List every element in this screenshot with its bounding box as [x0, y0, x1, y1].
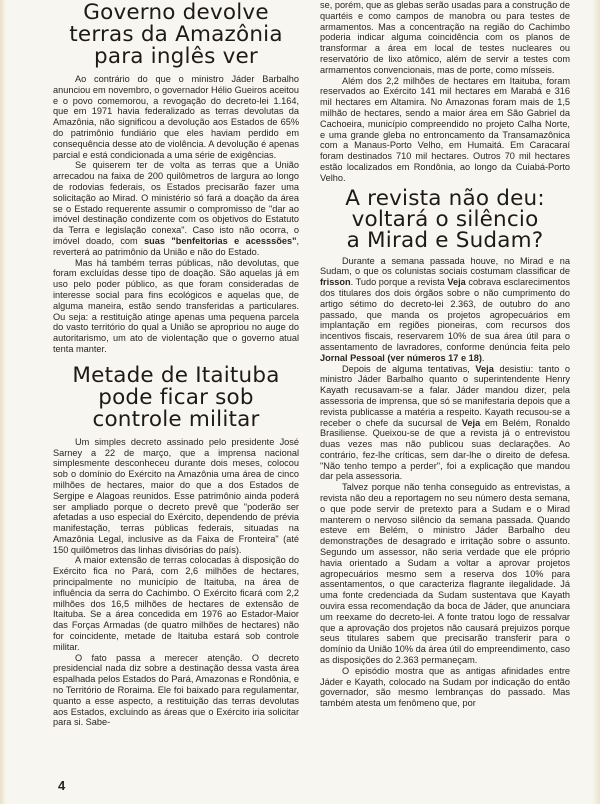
paragraph: Além dos 2,2 milhões de hectares em Itaituba, foram reservados ao Exército 141 mil hectares em Marabá e 316 mil hectares em Altamira. No Amazonas foram mais de 1,5 milhão de hectares, sendo a maior área em São Gabriel da Cachoeira, município compreendido no projeto Calha Norte, e uma grande gleba no entroncamento da Transamazônica com a Manaus-Porto Velho, em Humaitá. Em Caracaraí foram destinados 710 mil hectares. Outros 70 mil hectares estão localizados em Rondônia, ao longo da Cuiabá-Porto Velho. — [320, 75, 570, 183]
headline-line: terras da Amazônia — [69, 22, 283, 47]
headline-line: A revista não deu: — [345, 185, 545, 211]
headline-line: pode ficar sob — [98, 384, 254, 410]
paragraph-text: . — [481, 352, 485, 363]
bold-publication: Veja — [475, 363, 494, 374]
paragraph-text: Durante a semana passada houve, no Mirad e na Sudam, o que os colunistas sociais costumam classificar de — [320, 255, 570, 277]
paragraph: Mas há também terras públicas, não devolutas, que foram excluídas desse tipo de doação. São aquelas já em uso pelo poder público, as que foram consideradas de interesse social para fins ecológicos e aquelas que, de alguma maneira, estão sendo transferidas a particulares. Ou seja: a restituição atinge apenas uma pequena parcela do vasto território do qual a União se apropriou no auge do autoritarismo, um ato de violentação que o governo atual tenta manter. — [53, 257, 299, 354]
paragraph — [53, 160, 299, 257]
bold-term: frisson — [320, 277, 351, 288]
paragraph: O episódio mostra que as antigas afinidades entre Jáder e Kayath, colocado na Sudam por indicação do então governador, são mesmo lembranças do passado. Mas também atesta um fenômeno que, por — [320, 665, 570, 709]
paper-edge-right — [592, 0, 600, 804]
paper-edge-left — [0, 0, 6, 804]
left-column — [53, 0, 299, 728]
paragraph-text: , reverterá ao patrimônio da União e não do Estado. — [53, 235, 299, 257]
headline-a-revista-nao-deu — [320, 185, 570, 253]
article-governo-devolve-terras — [53, 0, 299, 355]
headline-line: para inglês ver — [94, 44, 258, 69]
paragraph-text: . Tudo porque a revista — [350, 277, 448, 288]
paragraph-text: Se quiserem ter de volta as terras que a União arrecadou na faixa de 200 quilômetros de largura ao longo de rodovias federais, os Estados precisarão fazer uma solicitação ao Mirad. O ministério só fará a doação da área se o Estado requerente assumir o compromisso de "dar ao imóvel destinação condizente com os objetivos do Estatuto da Terra e legislação conexa". Caso isto não ocorra, o imóvel doado, com — [53, 160, 299, 246]
paragraph: O fato passa a merecer atenção. O decreto presidencial nada diz sobre a destinação dessa vasta área espalhada pelos Estados do Pará, Amazonas e Rondônia, e no Território de Roraima. Ele foi baixado para regulamentar, quanto a esse aspecto, a restituição das terras devolutas aos Estados, excluindo as áreas que o Exército iria solicitar para si. Sabe- — [53, 652, 299, 728]
bold-quote: suas "benfeitorias e acesssões" — [144, 235, 297, 246]
paragraph — [320, 364, 570, 483]
right-column — [320, 0, 570, 709]
bold-publication: Veja — [447, 277, 466, 288]
headline-metade-de-itaituba — [53, 362, 299, 432]
article-a-revista-nao-deu — [320, 185, 571, 709]
paragraph: A maior extensão de terras colocadas à disposição do Exército fica no Pará, com 2,6 milhões de hectares, principalmente no município de Itaituba, na área de influência da serra do Cachimbo. O Exército ficará com 2,2 milhões dos 16,5 milhões de hectares de extensão de Itaituba. Se a área concedida em 1976 ao Estador-Maior das Forças Armadas (de quatro milhões de hectares) não for coincidente, metade de Itaituba estará sob controle militar. — [53, 555, 299, 652]
paragraph-continued: se, porém, que as glebas serão usadas para a construção de quartéis e como campos de manobra ou para testes de armamentos. Mas a concentração na região do Cachimbo poderia indicar alguma coincidência com os planos de transformar a área em local de testes nucleares ou reservatório de lixo atômico, além de servir a testes com armamentos convencionais, mas de porte, como mísseis. — [320, 0, 570, 75]
headline-line: Governo devolve — [83, 0, 269, 25]
paragraph — [320, 256, 570, 364]
headline-line: Metade de Itaituba — [72, 362, 280, 388]
page-number: 4 — [58, 778, 66, 793]
paragraph-text: cobrava esclarecimentos dos titulares dos dois órgãos sobre o não cumprimento do artigo sétimo do decreto-lei 2.363, de outubro do ano passado, que manda os projetos agropecuários em implantação em regiões pioneiras, com recursos dos incentivos fiscais, reservarem 10% de sua área útil para o assentamento de lavradores, conforme denúncia feita pelo — [320, 277, 571, 352]
paragraph: Ao contrário do que o ministro Jáder Barbalho anunciou em novembro, o governador Hélio Gueiros aceitou e o povo comemorou, a revogação do decreto-lei 1.164, que em 1971 havia federalizado as terras devolutas da Amazônia, não significou a devolução aos Estados de 65% do patrimônio fundiário que eles haviam perdido em consequência desse ato de violência. A devolução é apenas parcial e está condicionada a uma série de exigências. — [53, 74, 299, 160]
headline-governo-devolve-terras — [53, 0, 299, 68]
headline-line: a Mirad e Sudam? — [346, 227, 544, 253]
paragraph-text: Depois de alguma tentativas, — [342, 363, 476, 374]
paragraph: Talvez porque não tenha conseguido as entrevistas, a revista não deu a reportagem no seu número desta semana, o que pode servir de pretexto para a Sudam e o Mirad manterem o nervoso silêncio da semana passada. Quando esteve em Belém, o ministro Jáder Barbalho deu demonstrações de desagrado e irritação sobre o assunto. Segundo um assessor, não seria verdade que ele próprio havia orientado a Sudam a voltar a aprovar projetos agropecuários mesmo sem a reserva dos 10% para assentamentos, o que caracteriza flagrante ilegalidade. Já uma fonte credenciada da Sudam sustentava que Kayath ouvira essa recomendação da boca de Jáder, que anunciara um reexame do decreto-lei. A fonte tratou logo de ressalvar que a aprovação dos projetos não causará prejuizos porque seus titulares sabem que precisarão transferir para o domínio da União 10% da área útil do empreendimento, caso as disposições do 2.363 permaneçam. — [320, 482, 570, 666]
paragraph-text: em Belém, Ronaldo Brasiliense. Queixou-se de que a revista já o entrevistou duas vezes mas não publicou suas declarações. Ao contrário, fez-lhe críticas, sem dar-lhe o direito de defesa. "Não tenho tempo a perder", foi a explicação que mandou dar pela assessoria. — [320, 417, 570, 482]
bold-publication: Jornal Pessoal (ver números 17 e 18) — [320, 352, 482, 363]
bold-publication: Veja — [461, 417, 481, 428]
paragraph-text: desistiu: tanto o ministro Jáder Barbalho quanto o superintendente Henry Kayath recusavam-se a falar. Jáder mandou dizer, pela assessoria de imprensa, que só se manifestaria depois que a revista publicasse a matéria a respeito. Kayath recusou-se a receber o chefe da sucursal de — [320, 363, 570, 428]
article-metade-de-itaituba — [53, 362, 299, 729]
headline-line: controle militar — [92, 406, 260, 432]
headline-line: voltará o silêncio — [351, 206, 539, 232]
paragraph: Um simples decreto assinado pelo presidente José Sarney a 22 de março, que a imprensa nacional simplesmente desconheceu durante dois meses, colocou sob o domínio do Exército na Amazônia uma área de cinco milhões de hectares, maior do que a dos Estados de Sergipe e Alagoas reunidos. Esse patrimônio ainda poderá ser ampliado porque o decreto prevê que "poderão ser afetadas a uso especial do Exército, dependendo de prévia manifestação, terras públicas federais, situadas na Amazônia Legal, inclusive as da Faixa de Fronteira" (até 150 quilômetros das linhas divisórias do país). — [53, 436, 299, 555]
